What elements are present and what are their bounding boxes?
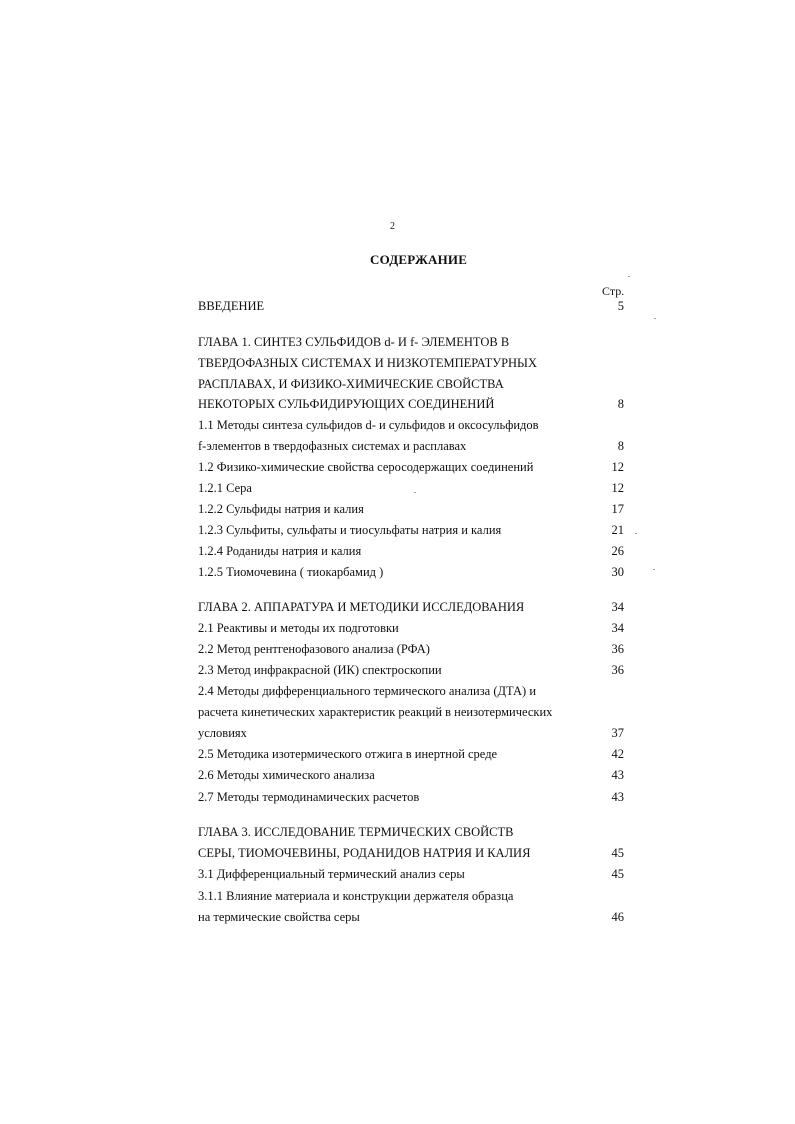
toc-page-number: 12 [611, 460, 624, 474]
toc-entry-line: РАСПЛАВАХ, И ФИЗИКО-ХИМИЧЕСКИЕ СВОЙСТВА [198, 377, 504, 391]
toc-entry-line: 1.2.1 Сера [198, 481, 252, 495]
toc-entry-line: расчета кинетических характеристик реакций в неизотермических [198, 705, 553, 719]
toc-entry-line: 1.1 Методы синтеза сульфидов d- и сульфидов и оксосульфидов [198, 418, 539, 432]
toc-page-number: 36 [611, 663, 624, 677]
toc-page-number: 26 [611, 544, 624, 558]
toc-entry-line: 2.6 Методы химического анализа [198, 768, 375, 782]
scan-speck [628, 276, 630, 277]
toc-page-number: 21 [611, 523, 624, 537]
toc-page-number: 45 [611, 867, 624, 881]
toc-page-number: 46 [611, 910, 624, 924]
scan-speck [654, 318, 656, 319]
toc-entry-line: 1.2.5 Тиомочевина ( тиокарбамид ) [198, 565, 384, 579]
toc-entry-line: ТВЕРДОФАЗНЫХ СИСТЕМАХ И НИЗКОТЕМПЕРАТУРНЫХ [198, 356, 537, 370]
toc-page-number: 42 [611, 747, 624, 761]
toc-entry-line: 3.1.1 Влияние материала и конструкции держателя образца [198, 889, 514, 903]
scan-speck [635, 533, 637, 534]
toc-entry-line: 1.2.2 Сульфиды натрия и калия [198, 502, 364, 516]
page-number: 2 [390, 221, 395, 232]
toc-entry-line: НЕКОТОРЫХ СУЛЬФИДИРУЮЩИХ СОЕДИНЕНИЙ [198, 397, 495, 411]
toc-page-number: 34 [611, 600, 624, 614]
toc-page-number: 30 [611, 565, 624, 579]
toc-page-number: 34 [611, 621, 624, 635]
toc-entry-line: ГЛАВА 3. ИССЛЕДОВАНИЕ ТЕРМИЧЕСКИХ СВОЙСТВ [198, 825, 514, 839]
toc-entry-line: 2.7 Методы термодинамических расчетов [198, 790, 420, 804]
toc-page-number: 43 [611, 768, 624, 782]
toc-page-number: 45 [611, 846, 624, 860]
toc-entry-line: условиях [198, 726, 247, 740]
toc-entry-line: f-элементов в твердофазных системах и расплавах [198, 439, 467, 453]
toc-entry-line: ГЛАВА 1. СИНТЕЗ СУЛЬФИДОВ d- И f- ЭЛЕМЕНТОВ В [198, 335, 510, 349]
toc-entry-line: 1.2 Физико-химические свойства серосодержащих соединений [198, 460, 534, 474]
toc-entry-line: ГЛАВА 2. АППАРАТУРА И МЕТОДИКИ ИССЛЕДОВАНИЯ [198, 600, 525, 614]
toc-entry-line: СЕРЫ, ТИОМОЧЕВИНЫ, РОДАНИДОВ НАТРИЯ И КАЛИЯ [198, 846, 531, 860]
page-column-label: Стр. [602, 284, 625, 298]
page-title: СОДЕРЖАНИЕ [370, 252, 468, 267]
toc-entry-line: 2.2 Метод рентгенофазового анализа (РФА) [198, 642, 430, 656]
toc-page-number: 37 [611, 726, 624, 740]
toc-entry-line: 3.1 Дифференциальный термический анализ серы [198, 867, 465, 881]
scan-speck [414, 492, 416, 493]
toc-page-number: 5 [617, 299, 624, 313]
toc-page-number: 12 [611, 481, 624, 495]
toc-entry-line: 1.2.4 Роданиды натрия и калия [198, 544, 362, 558]
toc-entry-line: 2.5 Методика изотермического отжига в инертной среде [198, 747, 498, 761]
toc-page-number: 8 [617, 397, 624, 411]
toc-entry-line: 1.2.3 Сульфиты, сульфаты и тиосульфаты натрия и калия [198, 523, 502, 537]
toc-entry-line: на термические свойства серы [198, 910, 360, 924]
toc-page-number: 36 [611, 642, 624, 656]
toc-page-number: 43 [611, 790, 624, 804]
toc-page-number: 8 [617, 439, 624, 453]
scan-speck [653, 569, 655, 570]
toc-entry-line: 2.4 Методы дифференциального термического анализа (ДТА) и [198, 684, 537, 698]
toc-entry-line: 2.3 Метод инфракрасной (ИК) спектроскопии [198, 663, 442, 677]
toc-entry-line: ВВЕДЕНИЕ [198, 299, 265, 313]
toc-entry-line: 2.1 Реактивы и методы их подготовки [198, 621, 399, 635]
toc-page-number: 17 [611, 502, 624, 516]
